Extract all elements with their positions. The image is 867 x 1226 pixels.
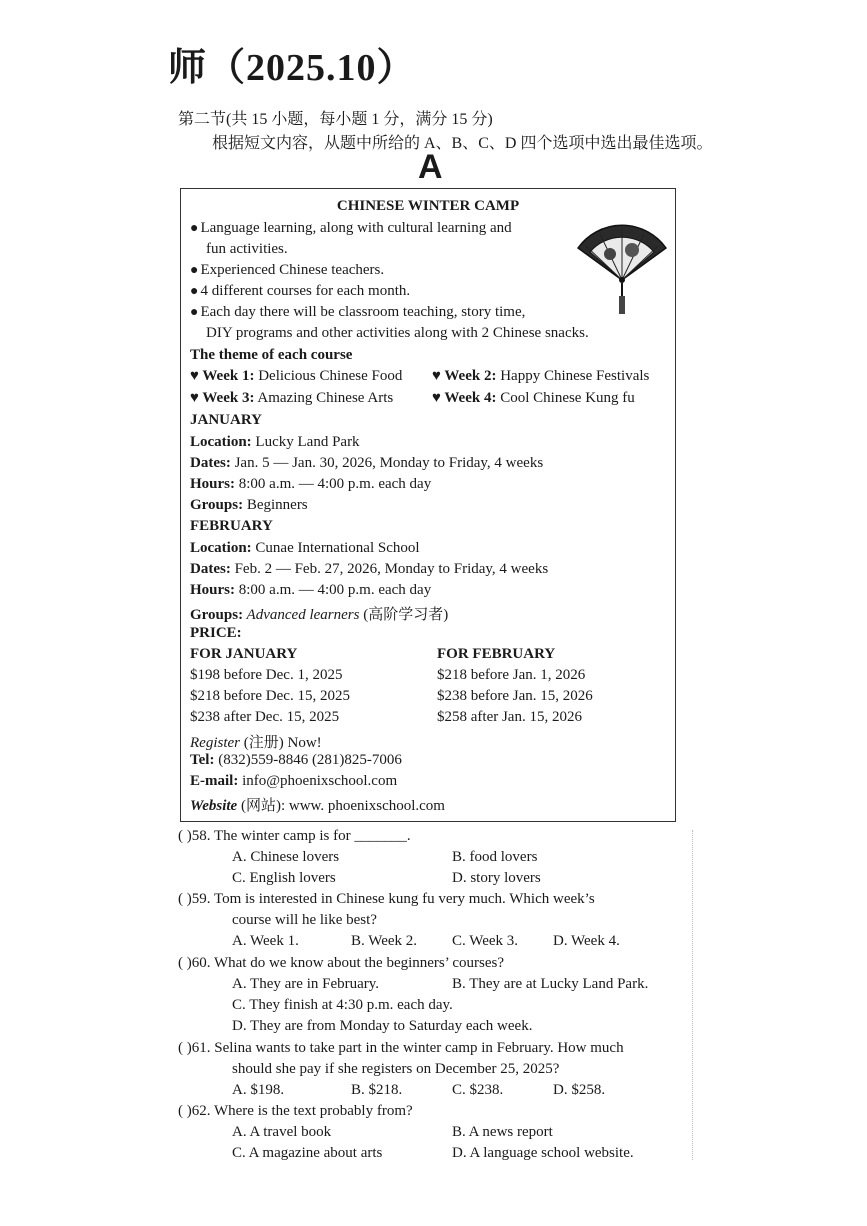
week-4: ♥ Week 4: Cool Chinese Kung fu <box>432 390 635 406</box>
exam-title: 师（2025.10） <box>168 47 416 89</box>
question-58: ( )58. The winter camp is for _______. <box>178 828 411 844</box>
price-feb-2: $238 before Jan. 15, 2026 <box>437 688 593 704</box>
week-1: ♥ Week 1: Delicious Chinese Food <box>190 368 403 384</box>
option-61-b: B. $218. <box>351 1082 403 1098</box>
question-61-cont: should she pay if she registers on December 25, 2025? <box>232 1061 560 1077</box>
question-60: ( )60. What do we know about the beginners’ courses? <box>178 955 505 971</box>
option-62-c: C. A magazine about arts <box>232 1145 383 1161</box>
question-62: ( )62. Where is the text probably from? <box>178 1103 413 1119</box>
option-62-d: D. A language school website. <box>452 1145 634 1161</box>
january-groups: Groups: Beginners <box>190 497 308 513</box>
camp-title: CHINESE WINTER CAMP <box>336 198 520 214</box>
week-2: ♥ Week 2: Happy Chinese Festivals <box>432 368 650 384</box>
option-61-c: C. $238. <box>452 1082 504 1098</box>
price-february-heading: FOR FEBRUARY <box>437 646 556 662</box>
week-3: ♥ Week 3: Amazing Chinese Arts <box>190 390 394 406</box>
option-59-d: D. Week 4. <box>553 933 620 949</box>
margin-dotted-line <box>692 830 693 1160</box>
option-62-b: B. A news report <box>452 1124 553 1140</box>
theme-heading: The theme of each course <box>190 347 353 363</box>
january-location: Location: Lucky Land Park <box>190 434 360 450</box>
register-line: Register (注册) Now! <box>190 735 322 751</box>
price-jan-3: $238 after Dec. 15, 2025 <box>190 709 340 725</box>
february-dates: Dates: Feb. 2 — Feb. 27, 2026, Monday to Friday, 4 weeks <box>190 561 549 577</box>
option-59-a: A. Week 1. <box>232 933 299 949</box>
february-hours: Hours: 8:00 a.m. — 4:00 p.m. each day <box>190 582 432 598</box>
email-line: E-mail: info@phoenixschool.com <box>190 773 398 789</box>
february-location: Location: Cunae International School <box>190 540 420 556</box>
option-61-d: D. $258. <box>553 1082 606 1098</box>
option-59-b: B. Week 2. <box>351 933 418 949</box>
january-hours: Hours: 8:00 a.m. — 4:00 p.m. each day <box>190 476 432 492</box>
price-january-heading: FOR JANUARY <box>190 646 298 662</box>
bullet-daily: ● Each day there will be classroom teaching, story time, <box>190 304 525 321</box>
january-dates: Dates: Jan. 5 — Jan. 30, 2026, Monday to Friday, 4 weeks <box>190 455 544 471</box>
part-label: A <box>418 148 443 186</box>
bullet-language-cont: fun activities. <box>206 241 288 257</box>
option-61-a: A. $198. <box>232 1082 285 1098</box>
option-60-a: A. They are in February. <box>232 976 380 992</box>
question-59: ( )59. Tom is interested in Chinese kung fu very much. Which week’s <box>178 891 595 907</box>
section-heading: 第二节(共 15 小题，每小题 1 分，满分 15 分) <box>178 111 493 128</box>
option-58-a: A. Chinese lovers <box>232 849 340 865</box>
option-58-d: D. story lovers <box>452 870 541 886</box>
bullet-teachers: ● Experienced Chinese teachers. <box>190 262 384 279</box>
price-jan-1: $198 before Dec. 1, 2025 <box>190 667 343 683</box>
option-60-d: D. They are from Monday to Saturday each week. <box>232 1018 533 1034</box>
bullet-language: ● Language learning, along with cultural learning and <box>190 220 512 237</box>
folding-fan-icon <box>572 218 672 318</box>
january-heading: JANUARY <box>190 412 262 428</box>
price-feb-3: $258 after Jan. 15, 2026 <box>437 709 582 725</box>
price-jan-2: $218 before Dec. 15, 2025 <box>190 688 350 704</box>
instruction-text: 根据短文内容，从题中所给的 A、B、C、D 四个选项中选出最佳选项。 <box>212 135 713 152</box>
bullet-daily-cont: DIY programs and other activities along with 2 Chinese snacks. <box>206 325 589 341</box>
price-heading: PRICE: <box>190 625 242 641</box>
option-58-b: B. food lovers <box>452 849 538 865</box>
question-59-cont: course will he like best? <box>232 912 377 928</box>
february-heading: FEBRUARY <box>190 518 273 534</box>
price-feb-1: $218 before Jan. 1, 2026 <box>437 667 586 683</box>
website-line: Website (网站): www. phoenixschool.com <box>190 798 445 814</box>
question-61: ( )61. Selina wants to take part in the winter camp in February. How much <box>178 1040 624 1056</box>
bullet-courses: ● 4 different courses for each month. <box>190 283 410 300</box>
option-59-c: C. Week 3. <box>452 933 519 949</box>
february-groups: Groups: Advanced learners (高阶学习者) <box>190 607 449 623</box>
option-60-b: B. They are at Lucky Land Park. <box>452 976 649 992</box>
tel-line: Tel: (832)559-8846 (281)825-7006 <box>190 752 402 768</box>
option-58-c: C. English lovers <box>232 870 336 886</box>
option-60-c: C. They finish at 4:30 p.m. each day. <box>232 997 453 1013</box>
option-62-a: A. A travel book <box>232 1124 332 1140</box>
